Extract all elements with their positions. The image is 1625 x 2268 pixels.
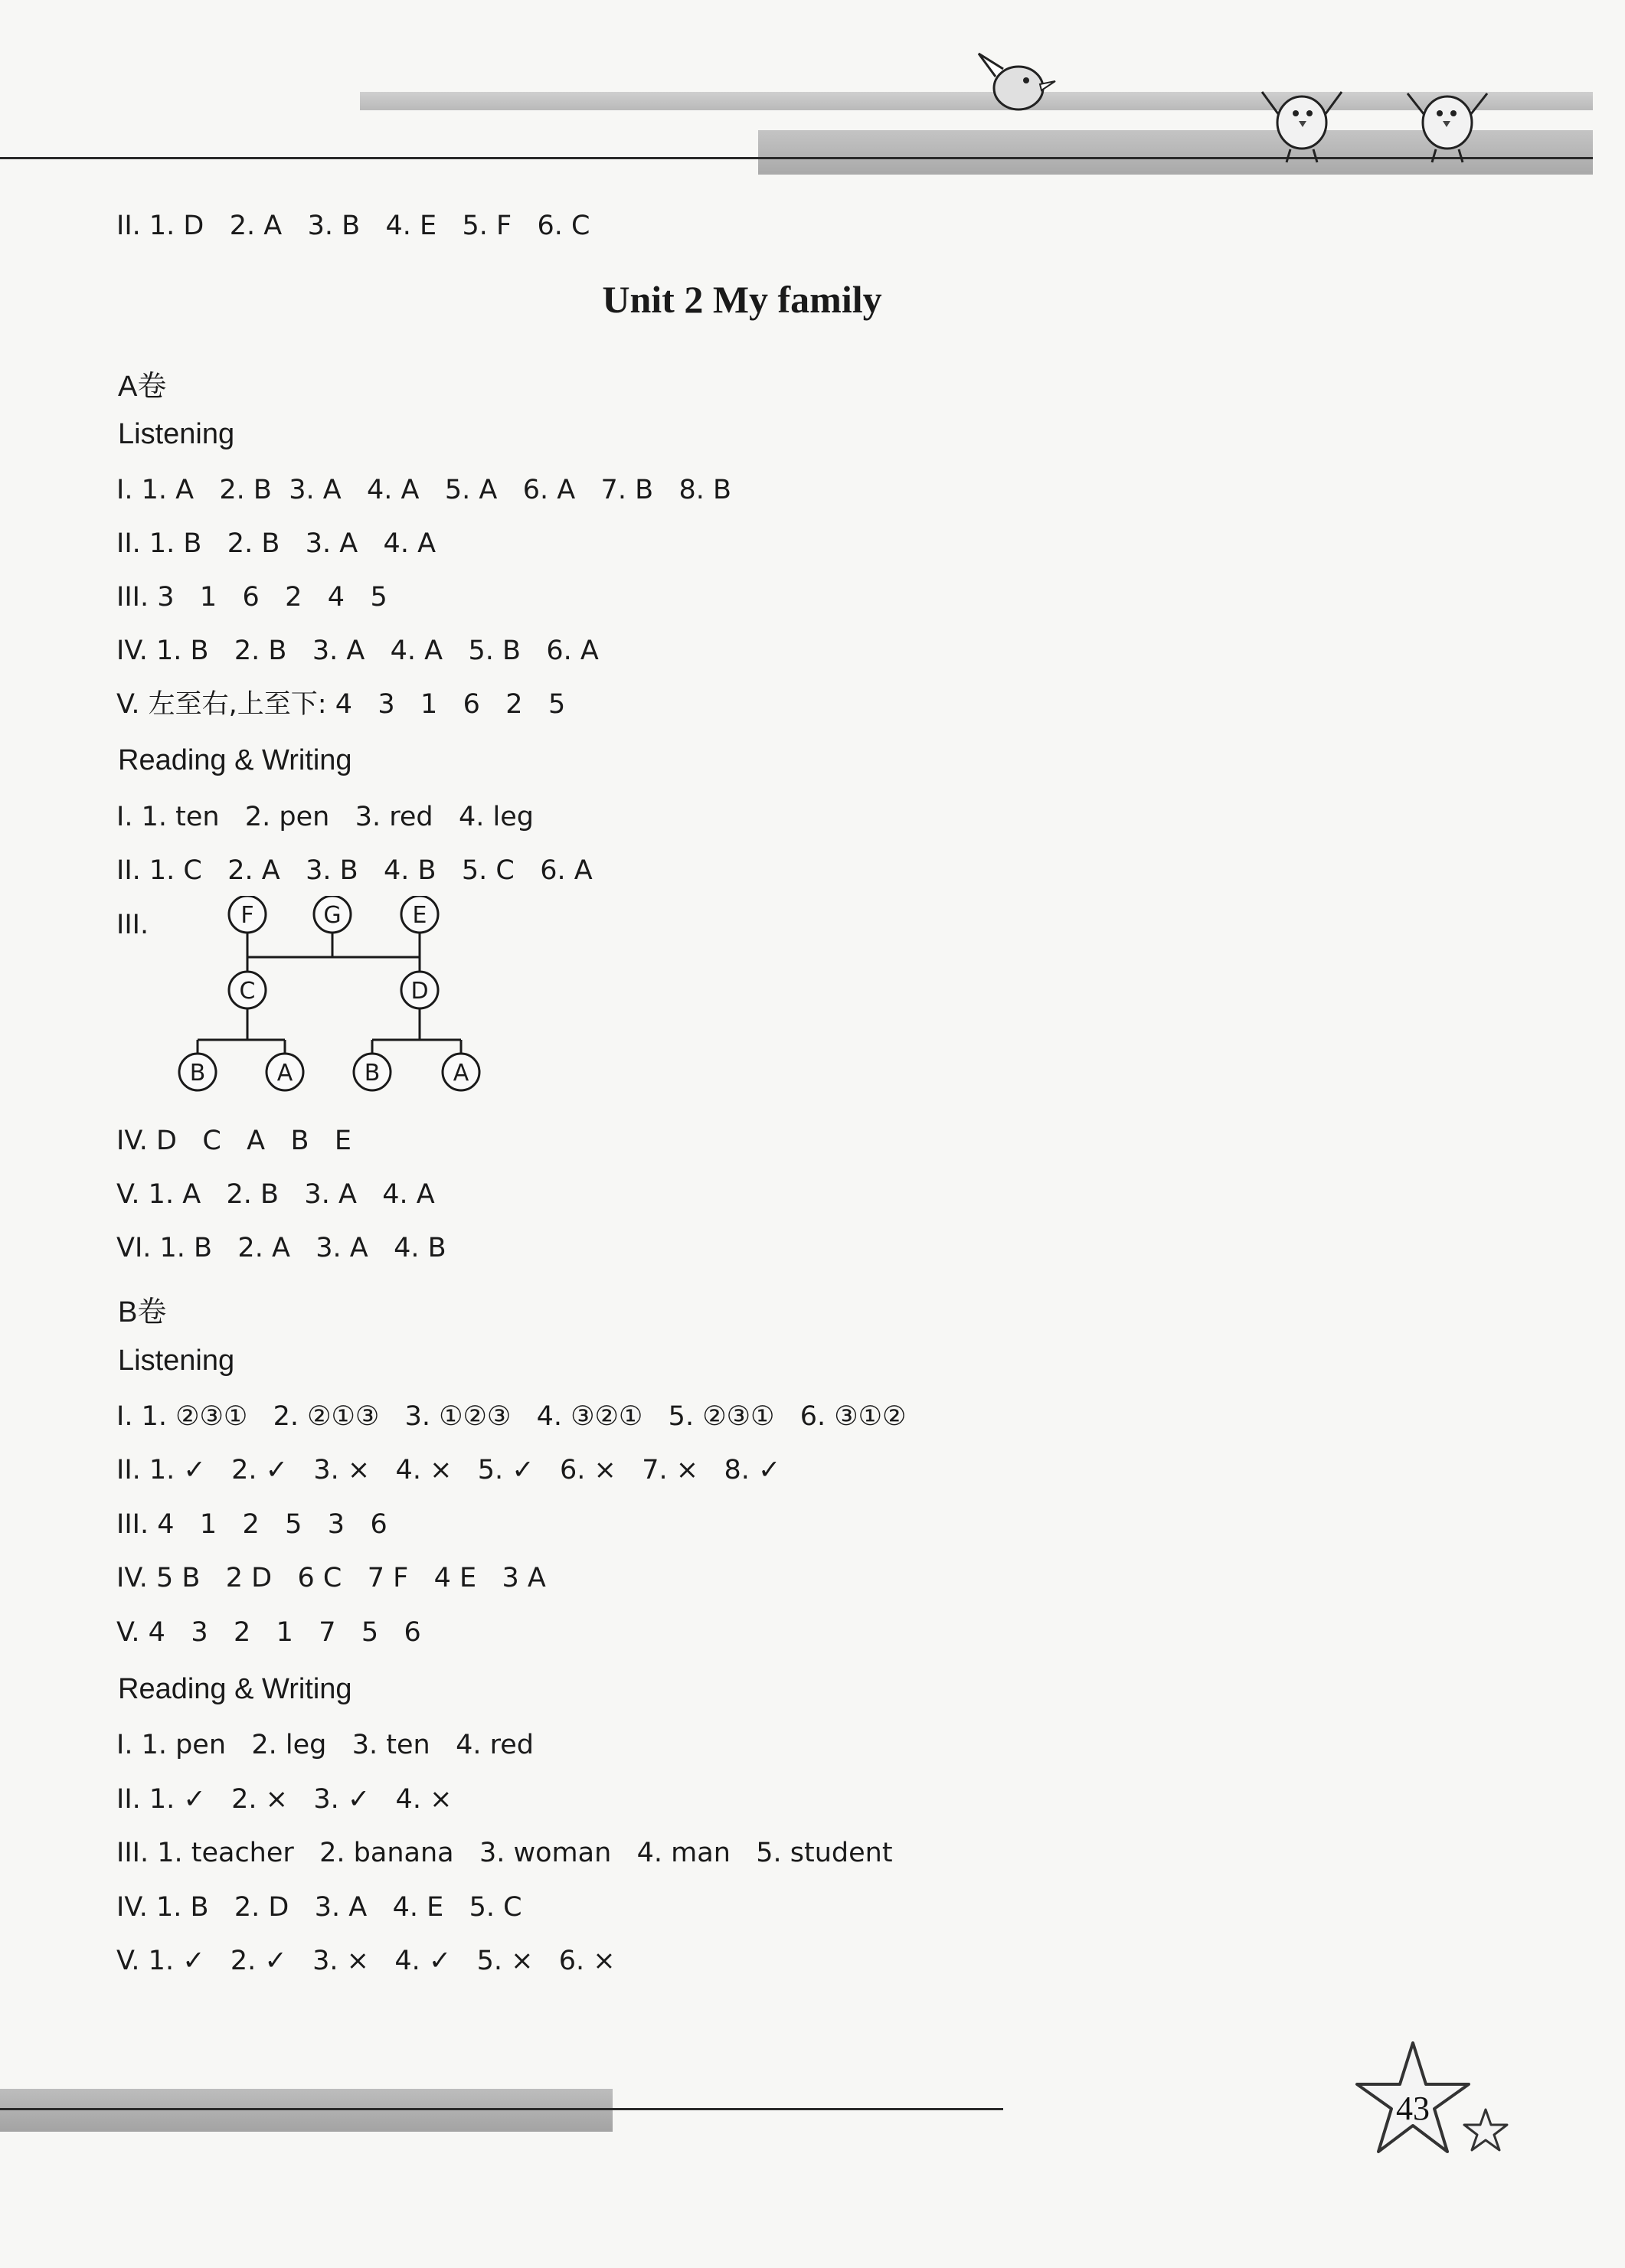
tree-node-label: G [323, 902, 342, 929]
answer-line: III. 3 1 6 2 4 5 [116, 582, 387, 613]
page-number: 43 [1396, 2090, 1430, 2127]
footer-band [0, 2089, 613, 2132]
answer-line: II. 1. C 2. A 3. B 4. B 5. C 6. A [116, 855, 593, 886]
tree-node-label: D [410, 978, 429, 1005]
answer-line: IV. 1. B 2. B 3. A 4. A 5. B 6. A [116, 636, 599, 666]
answer-line: V. 1. ✓ 2. ✓ 3. × 4. ✓ 5. × 6. × [116, 1946, 616, 1976]
answer-line: V. 4 3 2 1 7 5 6 [116, 1617, 421, 1648]
answer-line: III. 4 1 2 5 3 6 [116, 1509, 387, 1540]
section-label: A卷 [118, 371, 167, 403]
bird-icon [1401, 77, 1493, 168]
section-label: B卷 [118, 1296, 167, 1328]
section-label: Listening [118, 418, 235, 450]
section-label: Reading & Writing [118, 744, 352, 776]
bird-icon [973, 46, 1064, 123]
answer-line: IV. 5 B 2 D 6 C 7 F 4 E 3 A [116, 1563, 546, 1593]
answer-line: I. 1. A 2. B 3. A 4. A 5. A 6. A 7. B 8. B [116, 475, 731, 505]
footer-rule [0, 2108, 1003, 2110]
answer-line: II. 1. ✓ 2. × 3. ✓ 4. × [116, 1784, 453, 1815]
tree-node-label: A [453, 1060, 469, 1087]
answer-line: IV. D C A B E [116, 1126, 351, 1156]
family-tree-diagram [168, 896, 521, 1103]
tree-node-label: E [412, 902, 427, 929]
answer-line: V. 左至右,上至下: 4 3 1 6 2 5 [116, 689, 566, 720]
header-rule [0, 157, 1593, 159]
section-label: Listening [118, 1345, 235, 1377]
tree-node-label: F [240, 902, 254, 929]
tree-node-label: B [364, 1060, 381, 1087]
answer-line: III. 1. teacher 2. banana 3. woman 4. man 5. student [116, 1838, 893, 1868]
answer-line: III. [116, 910, 149, 940]
tree-node-label: C [239, 978, 256, 1005]
star-icon [1340, 2037, 1532, 2182]
answer-line: I. 1. ②③① 2. ②①③ 3. ①②③ 4. ③②① 5. ②③① 6. ③①② [116, 1401, 907, 1432]
answer-line: VI. 1. B 2. A 3. A 4. B [116, 1233, 446, 1263]
answer-line: II. 1. D 2. A 3. B 4. E 5. F 6. C [116, 211, 590, 241]
answer-line: V. 1. A 2. B 3. A 4. A [116, 1179, 435, 1210]
answer-line: I. 1. pen 2. leg 3. ten 4. red [116, 1730, 534, 1760]
answer-line: II. 1. B 2. B 3. A 4. A [116, 528, 436, 559]
tree-node-label: A [276, 1060, 293, 1087]
answer-line: IV. 1. B 2. D 3. A 4. E 5. C [116, 1892, 522, 1923]
bird-icon [1256, 77, 1348, 168]
page-title: Unit 2 My family [602, 278, 882, 321]
answer-line: I. 1. ten 2. pen 3. red 4. leg [116, 802, 534, 832]
answer-line: II. 1. ✓ 2. ✓ 3. × 4. × 5. ✓ 6. × 7. × 8. ✓ [116, 1455, 781, 1485]
tree-node-label: B [189, 1060, 206, 1087]
section-label: Reading & Writing [118, 1673, 352, 1705]
